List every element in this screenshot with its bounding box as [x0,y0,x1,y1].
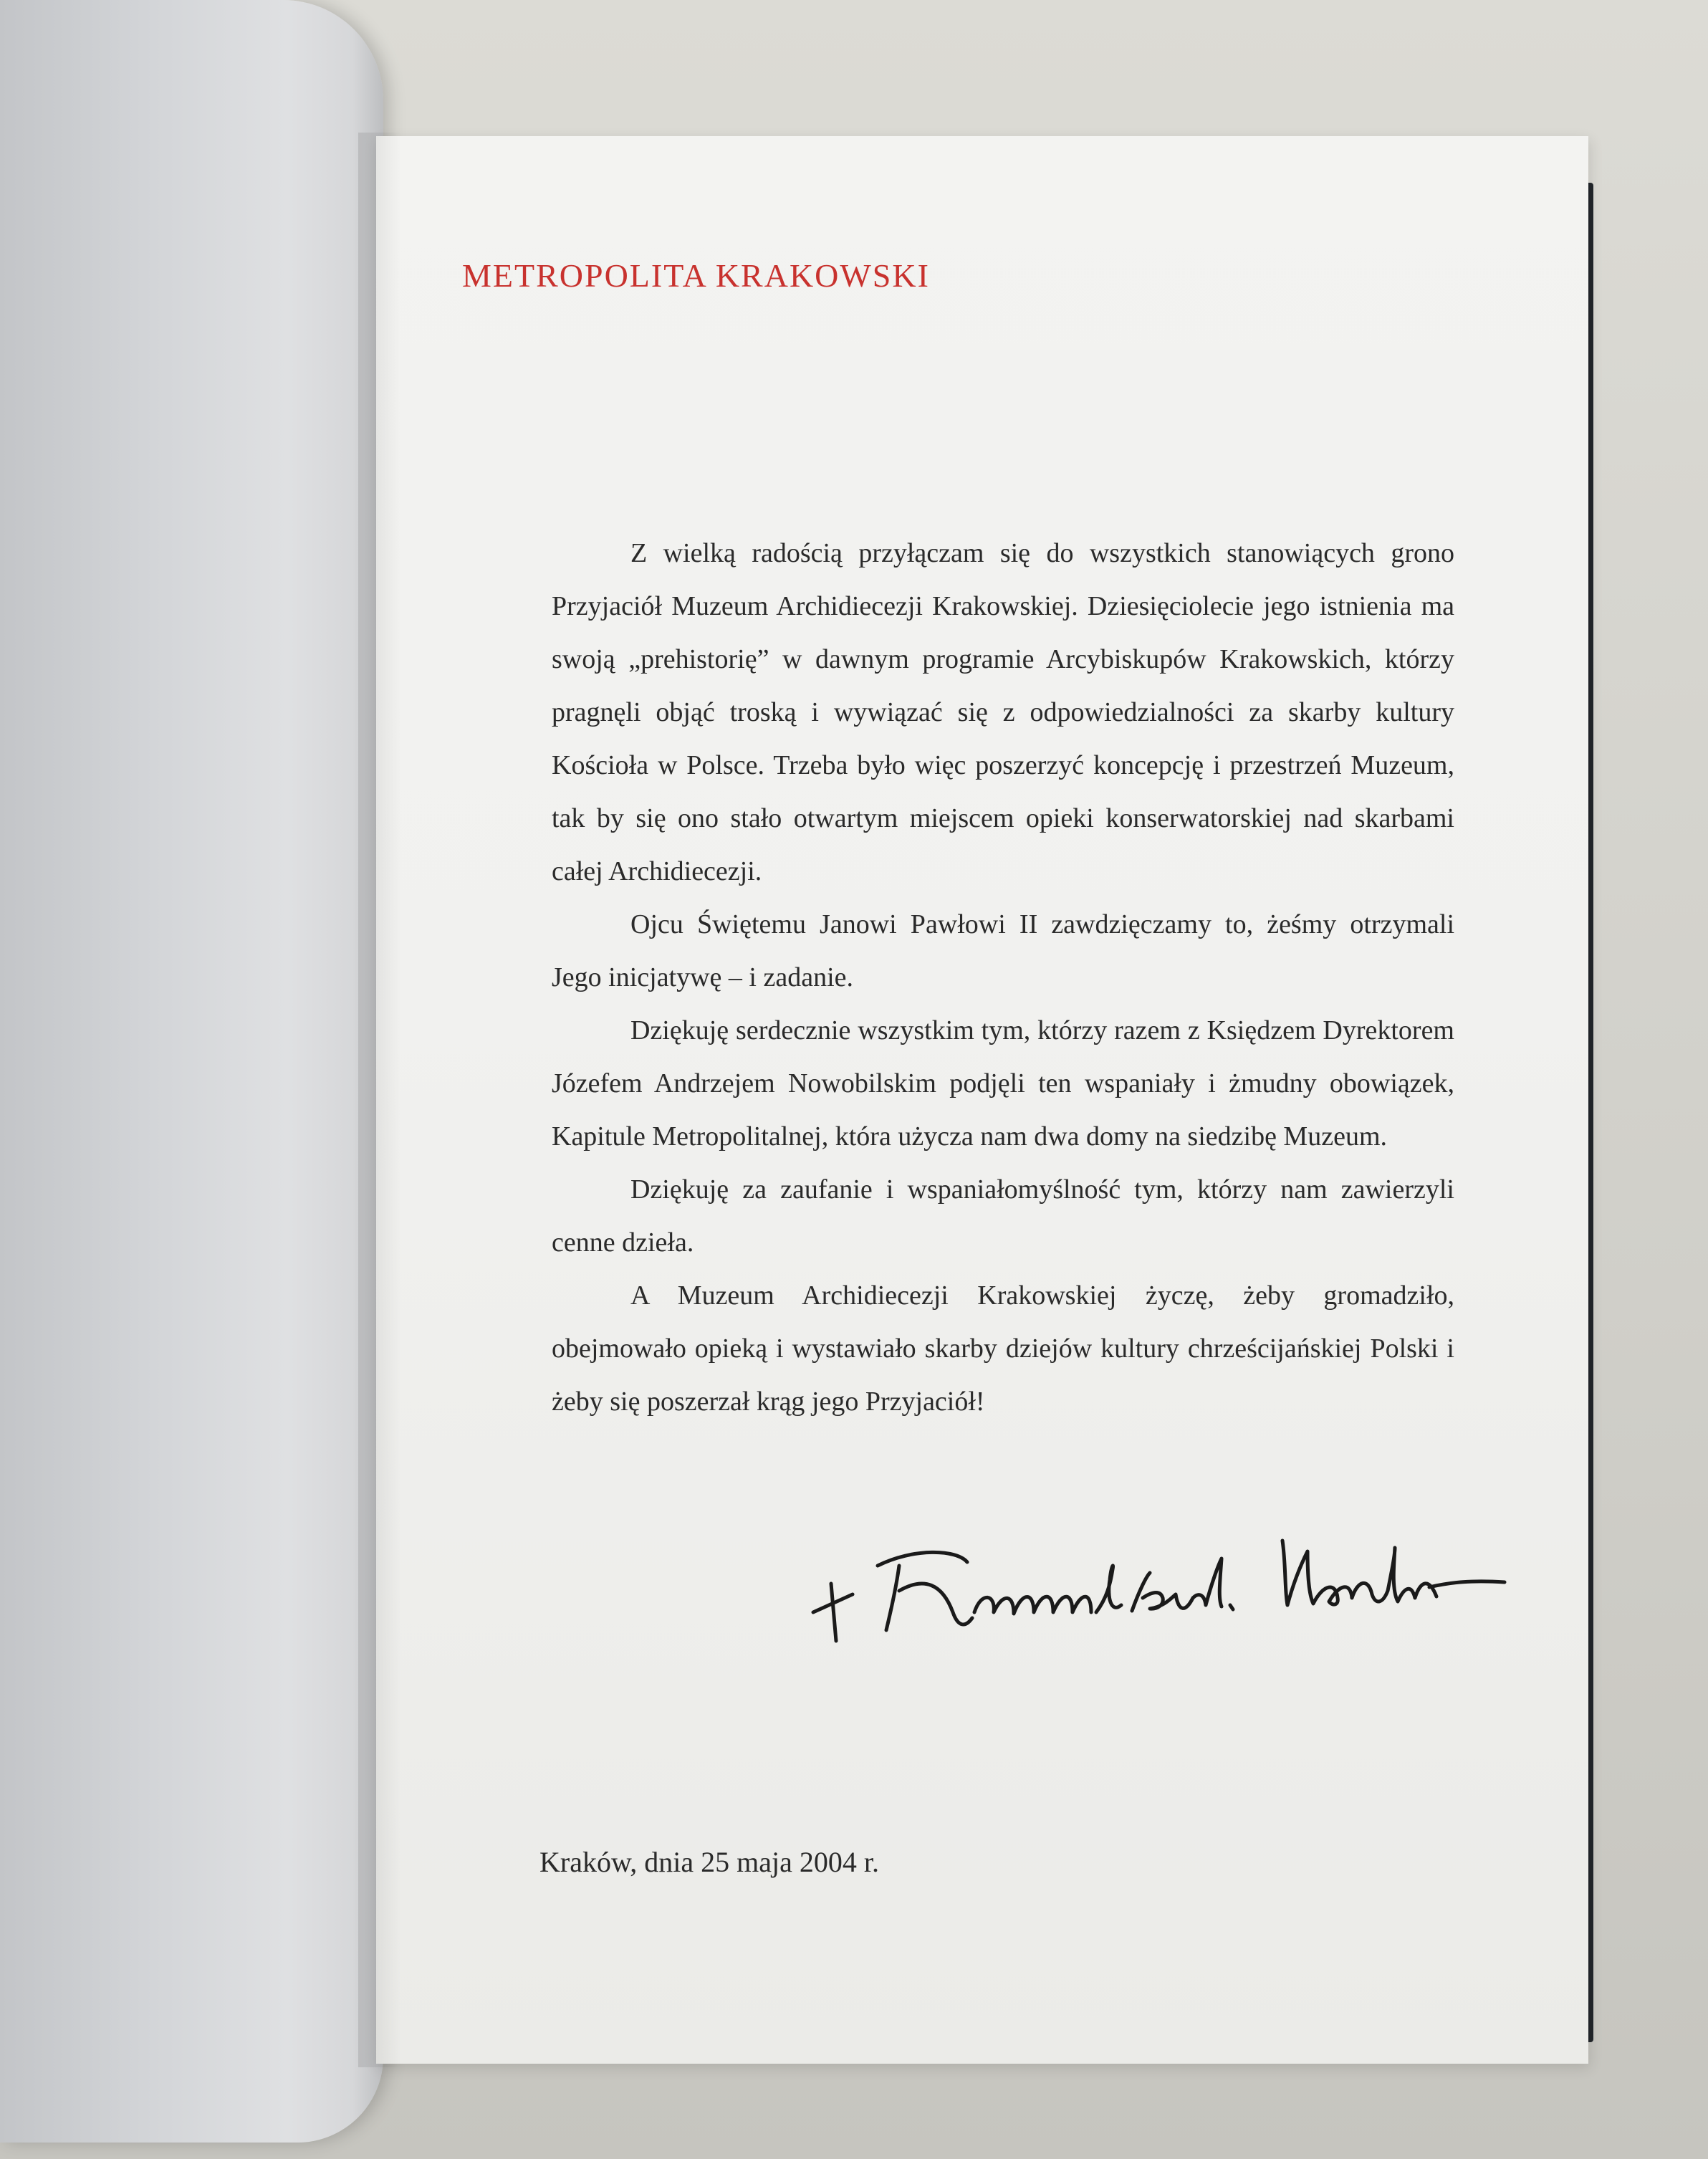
place-and-date: Kraków, dnia 25 maja 2004 r. [539,1846,879,1878]
paragraph-5: A Muzeum Archidiecezji Krakowskiej życzę, żeby gromadziło, obejmowało opieką i wystawiało skarby dziejów kultury chrześcijańskiej Polski i żeby się poszerzał krąg jego Przyjaciół! [552,1280,1454,1417]
right-page [376,136,1588,2064]
page-heading: METROPOLITA KRAKOWSKI [462,257,930,294]
handwritten-signature [806,1498,1522,1670]
paragraph-4: Dziękuję za zaufanie i wspaniałomyślność tym, którzy nam zawierzyli cenne dzieła. [552,1174,1454,1258]
paragraph-3: Dziękuję serdecznie wszystkim tym, którzy razem z Księdzem Dyrektorem Józefem Andrzejem Nowobilskim podjęli ten wspaniały i żmudny obowiązek, Kapitule Metropolitalnej, która użycza nam dwa domy na siedzibę Muzeum. [552,1015,1454,1152]
left-page [0,0,383,2143]
paragraph-1: Z wielką radością przyłączam się do wszystkich stanowiących grono Przyjaciół Muzeum Archidiecezji Krakowskiej. Dziesięciolecie jego istnienia ma swoją „prehistorię” w dawnym programie Arcybiskupów Krakowskich, którzy pragnęli objąć troską i wywiązać się z odpowiedzialności za skarby kultury Kościoła w Polsce. Trzeba było więc poszerzyć koncepcję i przestrzeń Muzeum, tak by się ono stało otwartym miejscem opieki konserwatorskiej nad skarbami całej Archidiecezji. [552,538,1454,886]
letter-body [552,527,1454,1428]
book-gutter-shadow [358,133,401,2067]
paragraph-2: Ojcu Świętemu Janowi Pawłowi II zawdzięczamy to, żeśmy otrzymali Jego inicjatywę – i zadanie. [552,909,1454,992]
